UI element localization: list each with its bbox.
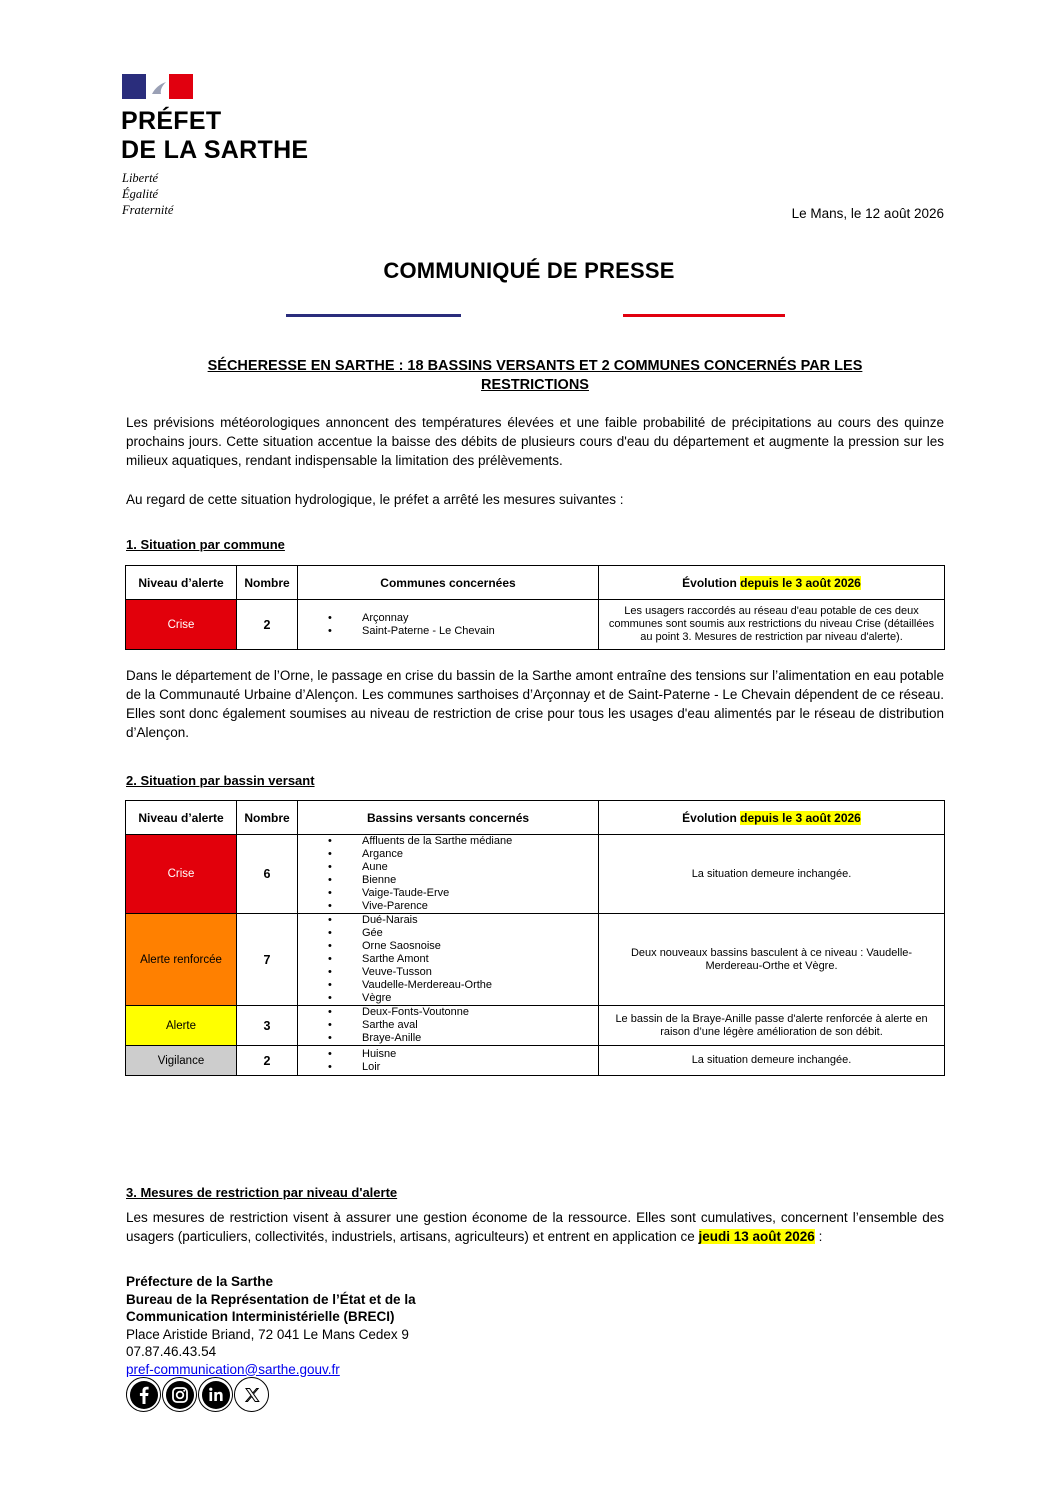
bassin-table <box>125 800 945 1076</box>
list-item: • Braye-Anille <box>362 1032 598 1045</box>
items-cell <box>298 914 599 1006</box>
headline <box>160 357 910 395</box>
prefet-line1: PRÉFET <box>121 107 222 135</box>
evolution-cell: Le bassin de la Braye-Anille passe d'alerte renforcée à alerte en raison d’une légère amélioration de son débit. <box>599 1006 945 1046</box>
nombre-cell: 2 <box>237 1046 298 1076</box>
list-item: • Sarthe aval <box>362 1019 598 1032</box>
evolution-cell: Deux nouveaux bassins basculent à ce niveau : Vaudelle-Merdereau-Orthe et Vègre. <box>599 914 945 1006</box>
nombre-cell: 2 <box>237 600 298 650</box>
list-item: • Bienne <box>362 874 598 887</box>
section1-paragraph: Dans le département de l’Orne, le passage en crise du bassin de la Sarthe amont entraîne des tensions sur l’alimentation en eau potable de la Communauté Urbaine d’Alençon. Les communes sarthoises d’Arçonnay et de Saint-Paterne - Le Chevain dépendent de ce réseau. Elles sont donc également soumises au niveau de restriction de crise pour tous les usages d'eau alimentés par le réseau de distribution d’Alençon. <box>126 668 945 740</box>
list-item: • Affluents de la Sarthe médiane <box>362 835 598 848</box>
list-item: • Aune <box>362 861 598 874</box>
list-item: • Huisne <box>362 1048 598 1061</box>
page-title: COMMUNIQUÉ DE PRESSE <box>383 258 675 283</box>
motto-fraternite: Fraternité <box>122 203 174 217</box>
contact-block <box>126 1273 416 1378</box>
list-item: • Sarthe Amont <box>362 953 598 966</box>
table-row <box>126 1006 945 1046</box>
niveau-cell: Alerte <box>126 1006 237 1046</box>
table-header-row <box>126 801 945 835</box>
section3-text: Les mesures de restriction visent à assurer une gestion économe de la ressource. Elles sont cumulatives, concernent l’ensemble des usagers (particuliers, collectivités, industriels, artisans, agriculteurs) et entrent en application ce <box>126 1210 944 1244</box>
nombre-cell: 3 <box>237 1006 298 1046</box>
list-item: • Vive-Parence <box>362 900 598 913</box>
niveau-cell: Alerte renforcée <box>126 914 237 1006</box>
motto-liberte: Liberté <box>122 171 159 185</box>
title-divider-blue <box>286 314 461 317</box>
list-item: • Saint-Paterne - Le Chevain <box>362 625 598 638</box>
list-item: • Dué-Narais <box>362 914 598 927</box>
evol-date-highlight: depuis le 3 août 2026 <box>740 575 861 590</box>
document-date: Le Mans, le 12 août 2026 <box>791 206 944 221</box>
contact-address: Place Aristide Briand, 72 041 Le Mans Cedex 9 <box>126 1326 409 1342</box>
x-icon[interactable] <box>234 1377 269 1412</box>
list-item: • Vaige-Taude-Erve <box>362 887 598 900</box>
section3-title: 3. Mesures de restriction par niveau d'alerte <box>126 1185 398 1200</box>
section1-title: 1. Situation par commune <box>126 537 285 552</box>
facebook-icon[interactable] <box>126 1377 161 1412</box>
commune-table <box>125 565 945 650</box>
evolution-cell: La situation demeure inchangée. <box>599 1046 945 1076</box>
nombre-cell: 6 <box>237 835 298 914</box>
list-item: • Vaudelle-Merdereau-Orthe <box>362 979 598 992</box>
items-cell <box>298 600 599 650</box>
items-cell <box>298 835 599 914</box>
list-item: • Gée <box>362 927 598 940</box>
niveau-cell: Crise <box>126 600 237 650</box>
col-header-evolution <box>599 801 945 835</box>
motto-egalite: Égalité <box>122 187 159 201</box>
table-row <box>126 600 945 650</box>
table-row <box>126 914 945 1006</box>
evolution-cell: La situation demeure inchangée. <box>599 835 945 914</box>
col-header-niveau: Niveau d’alerte <box>126 801 237 835</box>
section3-text-end: : <box>814 1229 823 1244</box>
col-header-nombre: Nombre <box>237 566 298 600</box>
section2-title: 2. Situation par bassin versant <box>126 773 315 788</box>
list-item: • Deux-Fonts-Voutonne <box>362 1006 598 1019</box>
title-divider-red <box>623 314 785 317</box>
prefet-line2: DE LA SARTHE <box>121 136 309 164</box>
col-header-communes: Communes concernées <box>298 566 599 600</box>
social-links <box>126 1377 269 1412</box>
org-bureau-line1: Bureau de la Représentation de l’État et de la <box>126 1291 416 1307</box>
list-item: • Veuve-Tusson <box>362 966 598 979</box>
headline-line1: SÉCHERESSE EN SARTHE : 18 BASSINS VERSANTS ET 2 COMMUNES CONCERNÉS PAR LES <box>207 358 863 374</box>
prefet-wordmark <box>121 107 308 165</box>
contact-email-link[interactable]: pref-communication@sarthe.gouv.fr <box>126 1361 340 1377</box>
items-cell <box>298 1046 599 1076</box>
evol-label: Évolution <box>682 575 741 590</box>
marianne-flag-logo <box>122 74 193 99</box>
col-header-niveau: Niveau d’alerte <box>126 566 237 600</box>
niveau-cell: Vigilance <box>126 1046 237 1076</box>
col-header-bassins: Bassins versants concernés <box>298 801 599 835</box>
evolution-cell: Les usagers raccordés au réseau d'eau potable de ces deux communes sont soumis aux restrictions du niveau Crise (détaillées au point 3. Mesures de restriction par niveau d'alerte). <box>599 600 945 650</box>
list-item: • Vègre <box>362 992 598 1005</box>
items-cell <box>298 1006 599 1046</box>
list-item: • Argance <box>362 848 598 861</box>
org-bureau-line2: Communication Interministérielle (BRECI) <box>126 1309 395 1324</box>
list-item: • Orne Saosnoise <box>362 940 598 953</box>
headline-line2: RESTRICTIONS <box>481 377 589 393</box>
col-header-evolution <box>599 566 945 600</box>
section3-paragraph <box>126 1208 944 1246</box>
org-name: Préfecture de la Sarthe <box>126 1274 274 1289</box>
linkedin-icon[interactable] <box>198 1377 233 1412</box>
table-row <box>126 835 945 914</box>
evol-date-highlight: depuis le 3 août 2026 <box>740 810 861 825</box>
nombre-cell: 7 <box>237 914 298 1006</box>
instagram-icon[interactable] <box>162 1377 197 1412</box>
list-item: • Arçonnay <box>362 612 598 625</box>
table-row <box>126 1046 945 1076</box>
republic-motto <box>122 170 173 218</box>
col-header-nombre: Nombre <box>237 801 298 835</box>
intro-paragraph-2: Au regard de cette situation hydrologique, le préfet a arrêté les mesures suivantes : <box>126 492 624 507</box>
niveau-cell: Crise <box>126 835 237 914</box>
list-item: • Loir <box>362 1061 598 1074</box>
application-date-highlight: jeudi 13 août 2026 <box>698 1229 815 1244</box>
contact-phone: 07.87.46.43.54 <box>126 1344 217 1359</box>
evol-label: Évolution <box>682 810 741 825</box>
table-header-row <box>126 566 945 600</box>
intro-paragraph: Les prévisions météorologiques annoncent des températures élevées et une faible probabilité de précipitations au cours des quinze prochains jours. Cette situation accentue la baisse des débits de plusieurs cours d'eau du département et augmente la pression sur les milieux aquatiques, rendant indispensable la limitation des prélèvements. <box>126 415 944 468</box>
